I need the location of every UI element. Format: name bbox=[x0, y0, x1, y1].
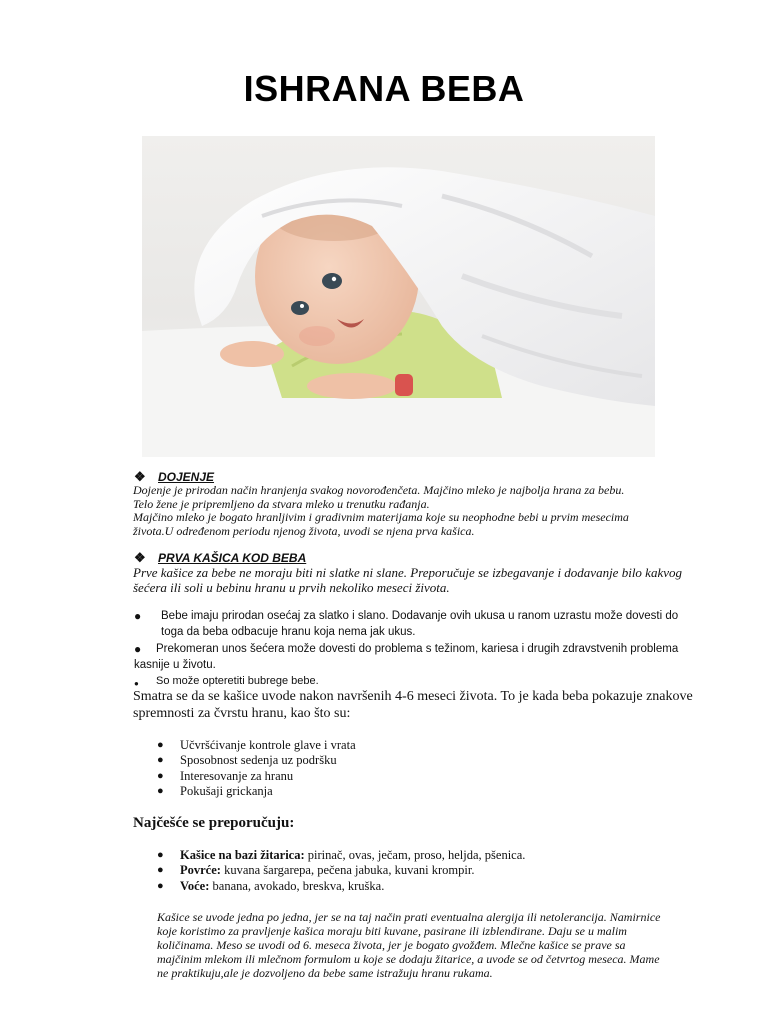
list-item: ● Pokušaji grickanja bbox=[157, 783, 273, 798]
text-line: ne praktikuju,ale je dozvoljeno da bebe same istražuju hranu rukama. bbox=[157, 966, 493, 980]
list-item: ● Interesovanje za hranu bbox=[157, 768, 294, 783]
bullet-icon: ● bbox=[134, 609, 142, 623]
list-item bbox=[157, 848, 525, 863]
bullet-icon: ● bbox=[157, 849, 164, 861]
fact-item bbox=[134, 609, 694, 640]
text-line: Majčino mleko je bogato hranljivim i gradivnim materijama koje su neophodne bebi u prvim mesecima bbox=[133, 510, 629, 524]
diamond-bullet-icon: ❖ bbox=[134, 469, 146, 484]
bullet-icon: ● bbox=[157, 769, 164, 782]
item-label: Povrće: bbox=[180, 863, 221, 878]
fact-item bbox=[134, 642, 694, 673]
item-text: kuvana šargarepa, pečena jabuka, kuvani krompir. bbox=[220, 863, 475, 878]
recommended-list bbox=[157, 848, 525, 894]
fact-line: kasnije u životu. bbox=[134, 658, 216, 671]
prva-kasica-paragraph bbox=[133, 565, 713, 595]
bullet-icon: ● bbox=[157, 784, 164, 797]
text-line: količinama. Meso se uvodi od 6. meseca života, jer je bogato gvožđem. Mlečne kašice se prave sa bbox=[157, 938, 626, 952]
text-line: koje koristimo za pravljenje kašica moraju biti kuvane, pasirane ili izblendirane. Daju se u malim bbox=[157, 924, 627, 938]
list-item: ● Sposobnost sedenja uz podršku bbox=[157, 753, 337, 768]
bullet-icon: ● bbox=[134, 679, 139, 688]
bullet-icon: ● bbox=[157, 879, 164, 892]
text-line: Kašice se uvode jedna po jedna, jer se na taj način prati eventualna alergija ili netolerancija. Namirnice bbox=[157, 910, 661, 924]
list-item bbox=[157, 863, 525, 878]
fact-line: toga da beba odbacuje hranu koja nema jak ukus. bbox=[161, 625, 416, 638]
text-line: spremnosti za čvrstu hranu, kao što su: bbox=[133, 705, 351, 721]
text-line: Dojenje je prirodan način hranjenja svakog novorođenčeta. Majčino mleko je najbolja hrana za bebu. bbox=[133, 483, 625, 497]
bullet-icon: ● bbox=[157, 864, 164, 877]
fact-line: Bebe imaju prirodan osećaj za slatko i slano. Dodavanje ovih ukusa u ranom uzrastu može dovesti do bbox=[161, 610, 679, 622]
closing-paragraph bbox=[157, 910, 717, 980]
readiness-signs-list bbox=[157, 738, 356, 799]
fact-line: Prekomeran unos šećera može dovesti do problema s težinom, kariesa i drugih zdravstvenih problema bbox=[156, 643, 679, 655]
baby-photo bbox=[142, 136, 655, 457]
text-line: Telo žene je pripremljeno da stvara mleko u trenutku rađanja. bbox=[133, 496, 430, 511]
dojenje-paragraph bbox=[133, 484, 629, 538]
bullet-icon: ● bbox=[157, 754, 164, 767]
fact-line: So može opteretiti bubrege bebe. bbox=[156, 675, 319, 687]
diamond-bullet-icon: ❖ bbox=[134, 550, 146, 565]
fact-item bbox=[134, 674, 694, 690]
item-text: pirinač, ovas, ječam, proso, heljda, pšenica. bbox=[304, 848, 526, 862]
item-label: Kašice na bazi žitarica: bbox=[180, 848, 305, 862]
list-item bbox=[157, 879, 525, 894]
text-line: majčinim mlekom ili mlečnom formulom u koje se dodaju žitarice, a uvode se od četvrtog meseca. Mame bbox=[157, 952, 660, 966]
text-line: šećera ili soli u bebinu hranu u prvih nekoliko meseci života. bbox=[133, 580, 450, 595]
heading-text: DOJENJE bbox=[158, 470, 215, 484]
baby-under-blanket-photo bbox=[142, 136, 655, 457]
list-item: ● Učvršćivanje kontrole glave i vrata bbox=[157, 738, 356, 752]
page-title: ISHRANA BEBA bbox=[243, 68, 525, 109]
heading-text: PRVA KAŠICA KOD BEBA bbox=[158, 551, 307, 565]
bullet-icon: ● bbox=[134, 642, 142, 656]
section-heading-prva-kasica bbox=[134, 550, 306, 566]
item-text: banana, avokado, breskva, kruška. bbox=[209, 878, 385, 893]
text-line: života.U određenom periodu njenog života, uvodi se njena prva kašica. bbox=[133, 523, 475, 538]
intro-paragraph bbox=[133, 689, 713, 722]
recommended-heading: Najčešće se preporučuju: bbox=[133, 815, 295, 831]
bullet-icon: ● bbox=[157, 739, 164, 751]
text-line: Smatra se da se kašice uvode nakon navršenih 4-6 meseci života. To je kada beba pokazuje znakove bbox=[133, 689, 693, 704]
item-label: Voće: bbox=[180, 878, 210, 893]
text-line: Prve kašice za bebe ne moraju biti ni slatke ni slane. Preporučuje se izbegavanje i dodavanje bilo kakvog bbox=[133, 565, 682, 580]
